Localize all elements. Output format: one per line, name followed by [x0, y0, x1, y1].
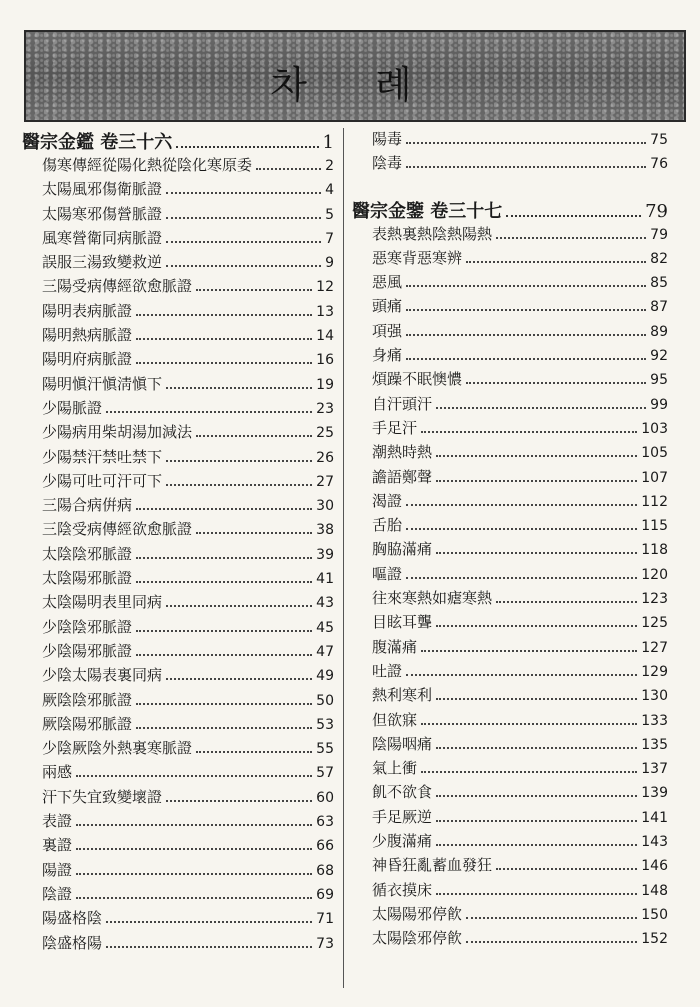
- toc-list: [352, 128, 668, 177]
- dot-leader: [496, 868, 637, 870]
- page-number: 137: [641, 761, 668, 778]
- toc-entry[interactable]: [352, 587, 668, 611]
- page-number: 43: [316, 595, 334, 612]
- entry-title: 少陰厥陰外熱裏寒脈證: [42, 739, 193, 758]
- toc-list: [22, 154, 334, 956]
- entry-title: 太陰陰邪脈證: [42, 544, 133, 563]
- dot-leader: [176, 146, 318, 148]
- page-number: 41: [316, 571, 334, 588]
- toc-entry[interactable]: [352, 393, 668, 417]
- toc-entry[interactable]: [352, 466, 668, 490]
- toc-entry[interactable]: [22, 664, 334, 688]
- entry-title: 陽明愼汗愼淸愼下: [42, 374, 163, 393]
- entry-title: 但欲寐: [372, 710, 418, 729]
- page-number: 27: [316, 473, 334, 490]
- page-number: 79: [650, 226, 668, 243]
- dot-leader: [166, 265, 321, 267]
- toc-entry[interactable]: [352, 271, 668, 295]
- page-number: 26: [316, 449, 334, 466]
- page-number: 19: [316, 376, 334, 393]
- entry-title: 陽明府病脈證: [42, 350, 133, 369]
- toc-entry[interactable]: [352, 733, 668, 757]
- page-number: 68: [316, 862, 334, 879]
- dot-leader: [406, 528, 637, 530]
- entry-title: 潮熱時熱: [372, 443, 433, 462]
- toc-entry[interactable]: [22, 883, 334, 907]
- entry-title: 陰陽咽痛: [372, 734, 433, 753]
- entry-title: 三陽合病倂病: [42, 496, 133, 515]
- entry-title: 太陰陽明表里同病: [42, 593, 163, 612]
- page-number: 146: [641, 858, 668, 875]
- toc-entry[interactable]: [22, 786, 334, 810]
- dot-leader: [436, 795, 637, 797]
- entry-title: 頭痛: [372, 297, 403, 316]
- dot-leader: [436, 552, 637, 554]
- dot-leader: [166, 484, 312, 486]
- page-number: 148: [641, 882, 668, 899]
- toc-entry[interactable]: [352, 854, 668, 878]
- toc-entry[interactable]: [352, 417, 668, 441]
- toc-entry[interactable]: [22, 348, 334, 372]
- dot-leader: [256, 168, 321, 170]
- entry-title: 嘔證: [372, 564, 403, 583]
- dot-leader: [406, 285, 646, 287]
- toc-entry[interactable]: [22, 446, 334, 470]
- entry-title: 熱利寒利: [372, 686, 433, 705]
- toc-entry[interactable]: [22, 567, 334, 591]
- dot-leader: [166, 678, 312, 680]
- dot-leader: [196, 532, 312, 534]
- toc-entry[interactable]: [352, 709, 668, 733]
- entry-title: 陰證: [42, 884, 73, 903]
- toc-entry[interactable]: [352, 903, 668, 927]
- entry-title: 太陽寒邪傷營脈證: [42, 204, 163, 223]
- entry-title: 裏證: [42, 836, 73, 855]
- dot-leader: [406, 577, 637, 579]
- volume-heading[interactable]: [352, 197, 668, 223]
- toc-entry[interactable]: [352, 927, 668, 951]
- toc-entry[interactable]: [352, 223, 668, 247]
- toc-entry[interactable]: [22, 932, 334, 956]
- toc-entry[interactable]: [352, 757, 668, 781]
- entry-title: 少陰陽邪脈證: [42, 641, 133, 660]
- toc-entry[interactable]: [352, 247, 668, 271]
- dot-leader: [406, 358, 646, 360]
- dot-leader: [436, 455, 637, 457]
- entry-title: 少陰陰邪脈證: [42, 617, 133, 636]
- page-number: 85: [650, 275, 668, 292]
- entry-title: 三陽受病傳經欲愈脈證: [42, 277, 193, 296]
- toc-entry[interactable]: [22, 227, 334, 251]
- dot-leader: [436, 893, 637, 895]
- dot-leader: [466, 382, 646, 384]
- dot-leader: [136, 557, 312, 559]
- entry-title: 少陽脈證: [42, 398, 103, 417]
- dot-leader: [106, 921, 312, 923]
- toc-entry[interactable]: [352, 152, 668, 176]
- page-number: 69: [316, 886, 334, 903]
- toc-entry[interactable]: [352, 806, 668, 830]
- toc-entry[interactable]: [22, 518, 334, 542]
- entry-title: 陽明熱病脈證: [42, 326, 133, 345]
- entry-title: 陰毒: [372, 154, 403, 173]
- dot-leader: [406, 142, 646, 144]
- dot-leader: [466, 917, 637, 919]
- dot-leader: [196, 435, 312, 437]
- page-title: 차 례: [270, 63, 440, 107]
- page-number: 129: [641, 663, 668, 680]
- entry-title: 陽證: [42, 860, 73, 879]
- page-number: 23: [316, 400, 334, 417]
- entry-title: 厥陰陰邪脈證: [42, 690, 133, 709]
- toc-entry[interactable]: [352, 879, 668, 903]
- dot-leader: [136, 703, 312, 705]
- page-number: 92: [650, 348, 668, 365]
- dot-leader: [166, 387, 312, 389]
- page-number: 47: [316, 643, 334, 660]
- entry-title: 少陽禁汗禁吐禁下: [42, 447, 163, 466]
- toc-entry[interactable]: [22, 154, 334, 178]
- dot-leader: [76, 873, 312, 875]
- entry-title: 陽盛格陰: [42, 909, 103, 928]
- page-number: 75: [650, 132, 668, 148]
- toc-entry[interactable]: [22, 494, 334, 518]
- entry-title: 誤服三湯致變救逆: [42, 253, 163, 272]
- dot-leader: [166, 460, 312, 462]
- entry-title: 太陽陰邪停飮: [372, 929, 463, 948]
- page-number: 25: [316, 425, 334, 442]
- volume-title: 醫宗金鑑 卷三十六: [22, 132, 173, 153]
- volume-heading[interactable]: [22, 128, 334, 154]
- toc-entry[interactable]: [22, 421, 334, 445]
- toc-entry[interactable]: [352, 441, 668, 465]
- page-number: 14: [316, 328, 334, 345]
- toc-entry[interactable]: [352, 611, 668, 635]
- page-number: 112: [641, 493, 668, 510]
- toc-entry[interactable]: [352, 344, 668, 368]
- entry-title: 汗下失宜致變壞證: [42, 787, 163, 806]
- dot-leader: [436, 820, 637, 822]
- page-number: 45: [316, 619, 334, 636]
- page-number: 120: [641, 566, 668, 583]
- entry-title: 陰盛格陽: [42, 933, 103, 952]
- dot-leader: [406, 309, 646, 311]
- page-number: 38: [316, 522, 334, 539]
- entry-title: 腹滿痛: [372, 637, 418, 656]
- dot-leader: [436, 747, 637, 749]
- page-number: 4: [325, 182, 334, 199]
- entry-title: 胸脇滿痛: [372, 540, 433, 559]
- entry-title: 傷寒傳經從陽化熱從陰化寒原委: [42, 156, 253, 174]
- toc-entry[interactable]: [352, 636, 668, 660]
- dot-leader: [166, 192, 321, 194]
- entry-title: 三陰受病傳經欲愈脈證: [42, 520, 193, 539]
- page-number: 39: [316, 546, 334, 563]
- page-number: 133: [641, 712, 668, 729]
- toc-entry[interactable]: [22, 640, 334, 664]
- page-number: 55: [316, 741, 334, 758]
- page-number: 53: [316, 716, 334, 733]
- toc-list: [352, 223, 668, 952]
- entry-title: 少腹滿痛: [372, 832, 433, 851]
- page-number: 13: [316, 303, 334, 320]
- toc-entry[interactable]: [352, 563, 668, 587]
- entry-title: 手足厥逆: [372, 807, 433, 826]
- toc-entry[interactable]: [22, 203, 334, 227]
- entry-title: 自汗頭汗: [372, 394, 433, 413]
- dot-leader: [421, 771, 637, 773]
- dot-leader: [406, 504, 637, 506]
- page-number: 150: [641, 906, 668, 923]
- page-number: 1: [322, 132, 334, 153]
- page-number: 89: [650, 323, 668, 340]
- entry-title: 舌胎: [372, 516, 403, 535]
- dot-leader: [421, 650, 637, 652]
- dot-leader: [406, 334, 646, 336]
- toc-entry[interactable]: [22, 397, 334, 421]
- entry-title: 表熱裏熱陰熱陽熱: [372, 224, 493, 243]
- entry-title: 太陽風邪傷衛脈證: [42, 180, 163, 199]
- dot-leader: [136, 581, 312, 583]
- dot-leader: [436, 407, 646, 409]
- page-number: 115: [641, 518, 668, 535]
- entry-title: 太陽陽邪停飮: [372, 904, 463, 923]
- page-number: 57: [316, 765, 334, 782]
- entry-title: 惡風: [372, 273, 403, 292]
- entry-title: 陽明表病脈證: [42, 301, 133, 320]
- entry-title: 飢不欲食: [372, 783, 433, 802]
- toc-entry[interactable]: [352, 660, 668, 684]
- dot-leader: [436, 480, 637, 482]
- entry-title: 譫語鄭聲: [372, 467, 433, 486]
- page-number: 99: [650, 396, 668, 413]
- dot-leader: [106, 946, 312, 948]
- dot-leader: [76, 848, 312, 850]
- dot-leader: [76, 897, 312, 899]
- page-number: 139: [641, 785, 668, 802]
- page-number: 9: [325, 255, 334, 272]
- page-number: 118: [641, 542, 668, 559]
- page-number: 143: [641, 834, 668, 851]
- entry-title: 少陽可吐可汗可下: [42, 471, 163, 490]
- dot-leader: [436, 625, 637, 627]
- page-number: 63: [316, 814, 334, 831]
- toc-entry[interactable]: [22, 689, 334, 713]
- dot-leader: [496, 601, 637, 603]
- page-number: 60: [316, 789, 334, 806]
- dot-leader: [166, 217, 321, 219]
- dot-leader: [196, 289, 312, 291]
- toc-entry[interactable]: [22, 300, 334, 324]
- toc-left-column: [22, 128, 334, 956]
- page-number: 82: [650, 250, 668, 267]
- toc-entry[interactable]: [22, 591, 334, 615]
- toc-entry[interactable]: [22, 737, 334, 761]
- toc-entry[interactable]: [22, 859, 334, 883]
- page-number: 125: [641, 615, 668, 632]
- page-number: 5: [325, 206, 334, 223]
- dot-leader: [406, 674, 637, 676]
- dot-leader: [166, 800, 312, 802]
- toc-entry[interactable]: [22, 543, 334, 567]
- entry-title: 太陰陽邪脈證: [42, 569, 133, 588]
- dot-leader: [436, 698, 637, 700]
- toc-entry[interactable]: [352, 538, 668, 562]
- toc-entry[interactable]: [352, 514, 668, 538]
- dot-leader: [466, 941, 637, 943]
- entry-title: 少陰太陽表裏同病: [42, 666, 163, 685]
- page-number: 16: [316, 352, 334, 369]
- dot-leader: [506, 215, 641, 217]
- dot-leader: [136, 338, 312, 340]
- page-number: 127: [641, 639, 668, 656]
- toc-entry[interactable]: [22, 713, 334, 737]
- page-number: 30: [316, 498, 334, 515]
- entry-title: 表證: [42, 812, 73, 831]
- dot-leader: [196, 751, 312, 753]
- page-number: 135: [641, 736, 668, 753]
- page-number: 79: [645, 200, 668, 222]
- page-number: 7: [325, 230, 334, 247]
- page-number: 71: [316, 911, 334, 928]
- page-number: 12: [316, 279, 334, 296]
- entry-title: 煩躁不眠懊憹: [372, 370, 463, 389]
- page-number: 103: [641, 420, 668, 437]
- dot-leader: [76, 775, 312, 777]
- dot-leader: [421, 431, 637, 433]
- entry-title: 少陽病用柴胡湯加減法: [42, 423, 193, 442]
- page-number: 152: [641, 931, 668, 948]
- page-number: 87: [650, 299, 668, 316]
- dot-leader: [466, 261, 646, 263]
- toc-entry[interactable]: [22, 616, 334, 640]
- toc-entry[interactable]: [352, 320, 668, 344]
- toc-entry[interactable]: [22, 907, 334, 931]
- page-number: 66: [316, 838, 334, 855]
- toc-entry[interactable]: [22, 470, 334, 494]
- entry-title: 身痛: [372, 346, 403, 365]
- entry-title: 目眩耳聾: [372, 613, 433, 632]
- dot-leader: [166, 605, 312, 607]
- dot-leader: [76, 824, 312, 826]
- section-gap: [352, 177, 668, 197]
- page-number: 123: [641, 591, 668, 608]
- toc-entry[interactable]: [352, 830, 668, 854]
- entry-title: 渴證: [372, 491, 403, 510]
- entry-title: 兩感: [42, 763, 73, 782]
- page-number: 95: [650, 372, 668, 389]
- toc-entry[interactable]: [22, 178, 334, 202]
- entry-title: 手足汗: [372, 418, 418, 437]
- toc-entry[interactable]: [22, 761, 334, 785]
- entry-title: 陽毒: [372, 130, 403, 148]
- page-number: 73: [316, 935, 334, 952]
- toc-entry[interactable]: [22, 810, 334, 834]
- toc-entry[interactable]: [352, 128, 668, 152]
- page-number: 130: [641, 688, 668, 705]
- dot-leader: [136, 362, 312, 364]
- volume-title: 醫宗金鑒 卷三十七: [352, 200, 503, 222]
- entry-title: 厥陰陽邪脈證: [42, 714, 133, 733]
- dot-leader: [166, 241, 321, 243]
- dot-leader: [106, 411, 312, 413]
- dot-leader: [406, 166, 646, 168]
- page-number: 141: [641, 809, 668, 826]
- page-number: 2: [325, 158, 334, 174]
- dot-leader: [136, 314, 312, 316]
- page-number: 76: [650, 156, 668, 173]
- entry-title: 風寒營衛同病脈證: [42, 228, 163, 247]
- entry-title: 惡寒背惡寒辨: [372, 248, 463, 267]
- entry-title: 項强: [372, 321, 403, 340]
- dot-leader: [136, 727, 312, 729]
- dot-leader: [436, 844, 637, 846]
- toc-entry[interactable]: [22, 251, 334, 275]
- entry-title: 往來寒熱如瘧寒熱: [372, 589, 493, 608]
- entry-title: 神昏狂亂蓄血發狂: [372, 856, 493, 875]
- entry-title: 循衣摸床: [372, 880, 433, 899]
- page-number: 50: [316, 692, 334, 709]
- toc-right-column: [352, 128, 668, 952]
- dot-leader: [136, 654, 312, 656]
- dot-leader: [136, 508, 312, 510]
- toc-entry[interactable]: [352, 295, 668, 319]
- toc-entry[interactable]: [352, 684, 668, 708]
- dot-leader: [421, 723, 637, 725]
- toc-entry[interactable]: [352, 490, 668, 514]
- page-number: 49: [316, 668, 334, 685]
- toc-entry[interactable]: [22, 834, 334, 858]
- toc-entry[interactable]: [22, 275, 334, 299]
- entry-title: 氣上衝: [372, 759, 418, 778]
- entry-title: 吐證: [372, 661, 403, 680]
- toc-entry[interactable]: [352, 781, 668, 805]
- toc-entry[interactable]: [352, 368, 668, 392]
- page-number: 105: [641, 445, 668, 462]
- page-number: 107: [641, 469, 668, 486]
- toc-entry[interactable]: [22, 373, 334, 397]
- dot-leader: [136, 630, 312, 632]
- dot-leader: [496, 237, 646, 239]
- toc-entry[interactable]: [22, 324, 334, 348]
- column-divider: [343, 128, 344, 988]
- title-banner: [24, 30, 686, 122]
